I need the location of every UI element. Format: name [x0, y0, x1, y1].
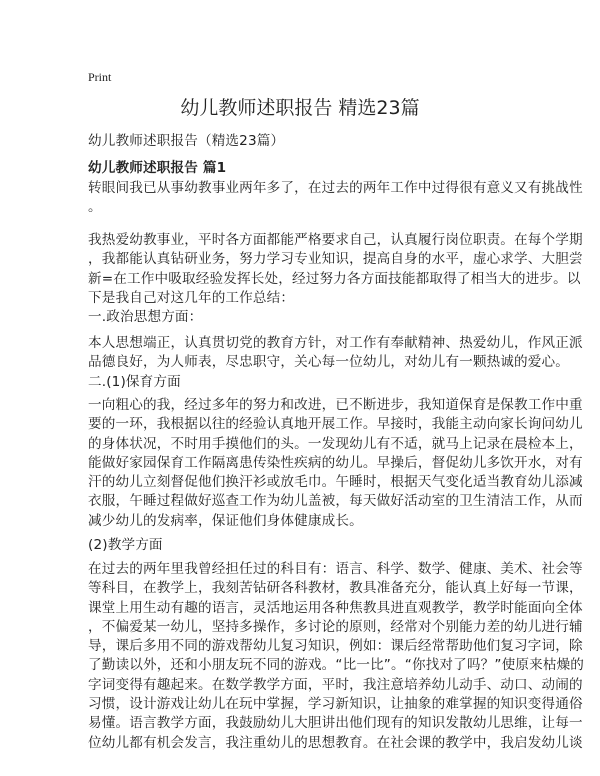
text-line: 课堂上用生动有趣的语言，灵活地运用各种焦教具进直观教学，教学时能面向全体	[88, 599, 583, 616]
text-line: 新=在工作中吸取经验发挥长处，经过努力各方面技能都取得了相当大的进步。以	[88, 270, 581, 287]
text-line: 等科目，在教学上，我刻苦钻研各科教材，教具准备充分，能认真上好每一节课，	[88, 580, 583, 597]
subtitle: 幼儿教师述职报告（精选23篇）	[88, 133, 285, 149]
paragraph-politics	[88, 334, 583, 373]
text-line: 一.政治思想方面：	[88, 309, 203, 325]
paragraph-teaching	[88, 560, 585, 753]
text-line: 。	[88, 199, 102, 216]
text-line: 习惯，设计游戏让幼儿在玩中掌握，学习新知识，让抽象的难掌握的知识变得通俗	[88, 696, 583, 713]
paragraph-care	[88, 396, 583, 531]
text-line: ，我都能认真钻研业务，努力学习专业知识，提高自身的水平，虚心求学、大胆尝	[88, 251, 583, 268]
paragraph-intro	[88, 179, 583, 218]
text-line: 一向粗心的我，经过多年的努力和改进，已不断进步，我知道保育是保教工作中重	[88, 397, 583, 413]
text-line: 我热爱幼教事业，平时各方面都能严格要求自己，认真履行岗位职责。在每个学期	[88, 232, 583, 248]
paragraph-overview	[88, 231, 583, 308]
heading-politics	[88, 308, 528, 327]
heading-teaching	[88, 536, 528, 555]
text-line: 易懂。语言教学方面，我鼓励幼儿大胆讲出他们现有的知识发散幼儿思维，让每一	[88, 715, 583, 732]
text-line: 导，课后多用不同的游戏帮幼儿复习知识，例如：课后经常帮助他们复习字词，除	[88, 638, 583, 655]
text-line: 了勤读以外，还和小朋友玩不同的游戏。“比一比”。“你找对了吗？”使原来枯燥的	[88, 657, 585, 674]
text-line: 衣服，午睡过程做好巡查工作为幼儿盖被，每天做好活动室的卫生清洁工作，从而	[88, 493, 583, 510]
section-heading: 幼儿教师述职报告 篇1	[88, 160, 227, 176]
text-line: 品德良好，为人师表，尽忠职守，关心每一位幼儿，对幼儿有一颗热诚的爱心。	[88, 354, 570, 371]
text-line: 减少幼儿的发病率，保证他们身体健康成长。	[88, 512, 363, 529]
text-line: 在过去的两年里我曾经担任过的科目有：语言、科学、数学、健康、美术、社会等	[88, 561, 583, 577]
text-line: ，不偏爱某一幼儿，坚持多操作，多讨论的原则，经常对个别能力差的幼儿进行辅	[88, 618, 583, 635]
text-line: 本人思想端正，认真贯切党的教育方针，对工作有奉献精神、热爱幼儿，作风正派	[88, 335, 583, 351]
print-link[interactable]: Print	[88, 70, 112, 84]
page-title: 幼儿教师述职报告 精选23篇	[180, 97, 420, 119]
text-line: 能做好家园保育工作隔离患传染性疾病的幼儿。早操后，督促幼儿多饮开水，对有	[88, 454, 583, 471]
text-line: 要的一环，我根据以往的经验认真地开展工作。早接时，我能主动向家长询问幼儿	[88, 416, 583, 433]
heading-care	[88, 373, 528, 392]
text-line: (2)教学方面	[88, 537, 163, 553]
text-line: 下是我自己对这几年的工作总结：	[88, 289, 295, 306]
text-line: 位幼儿都有机会发言，我注重幼儿的思想教育。在社会课的教学中，我启发幼儿谈	[88, 734, 583, 751]
text-line: 二.(1)保育方面	[88, 374, 181, 390]
text-line: 转眼间我已从事幼教事业两年多了，在过去的两年工作中过得很有意义又有挑战性	[88, 180, 583, 196]
text-line: 的身体状况，不时用手摸他们的头。一发现幼儿有不适，就马上记录在晨检本上，	[88, 435, 583, 452]
text-line: 汗的幼儿立刻督促他们换汗衫或放毛巾。午睡时，根据天气变化适当教育幼儿添减	[88, 474, 583, 491]
text-line: 字词变得有趣起来。在数学教学方面，平时，我注意培养幼儿动手、动口、动闹的	[88, 676, 583, 693]
